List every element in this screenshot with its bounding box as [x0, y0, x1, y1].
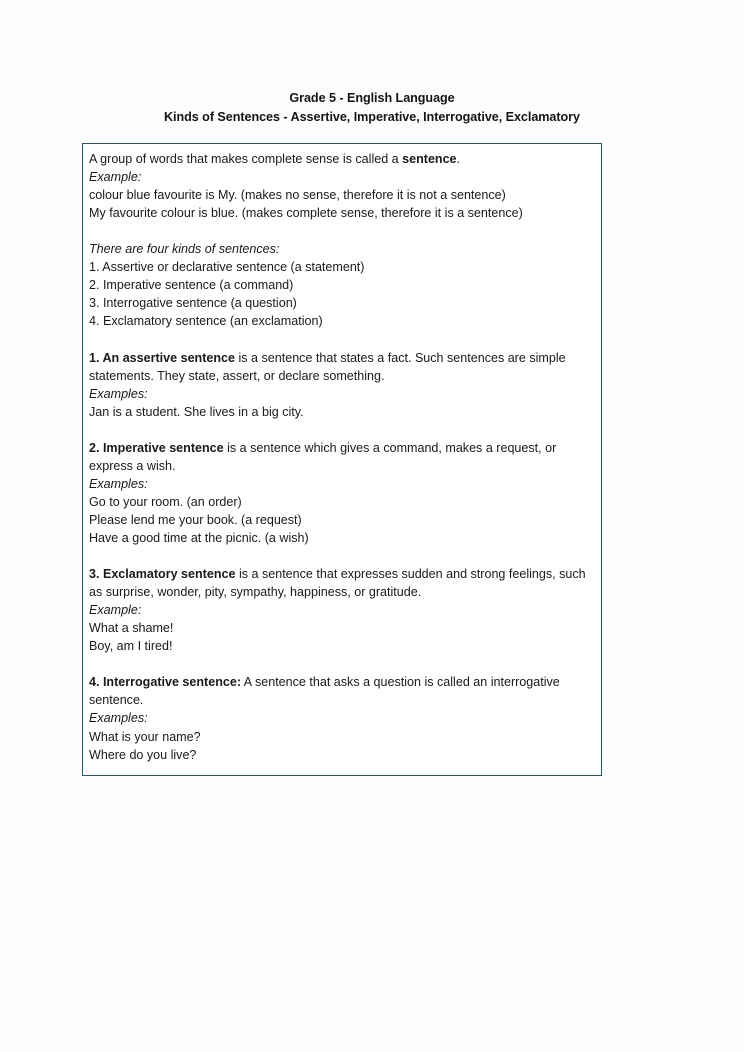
section-exclamatory-term: 3. Exclamatory sentence: [89, 567, 236, 582]
kinds-lead-in: There are four kinds of sentences:: [89, 242, 280, 257]
section-interrogative-example-2: Where do you live?: [89, 747, 197, 762]
intro-example-label: Example:: [89, 170, 142, 185]
section-imperative-term: 2. Imperative sentence: [89, 440, 224, 455]
kinds-item-4: 4. Exclamatory sentence (an exclamation): [89, 314, 323, 329]
paragraph-spacer: [89, 547, 601, 565]
heading-line-grade: Grade 5 - English Language: [289, 91, 455, 105]
section-interrogative-examples-label: Examples:: [89, 711, 148, 726]
section-exclamatory-examples-label: Example:: [89, 603, 142, 618]
paragraph-spacer: [89, 421, 601, 439]
section-imperative-example-2: Please lend me your book. (a request): [89, 512, 302, 527]
section-assertive-examples-label: Examples:: [89, 386, 148, 401]
section-exclamatory-body: [89, 565, 602, 601]
definition-line: [89, 150, 601, 168]
section-assertive-body: [89, 349, 602, 385]
definition-text-post: .: [456, 152, 461, 166]
intro-example-2: My favourite colour is blue. (makes complete sense, therefore it is a sentence): [89, 206, 523, 221]
heading-line-topic: Kinds of Sentences - Assertive, Imperative, Interrogative, Exclamatory: [164, 110, 580, 124]
lesson-content-inner: [83, 144, 601, 764]
definition-term: sentence: [402, 152, 457, 166]
section-interrogative-example-1: What is your name?: [89, 729, 201, 744]
kinds-item-3: 3. Interrogative sentence (a question): [89, 296, 297, 311]
section-imperative-example-3: Have a good time at the picnic. (a wish): [89, 530, 309, 545]
section-imperative-body: [89, 439, 602, 475]
section-interrogative-body: [89, 673, 602, 709]
kinds-item-2: 2. Imperative sentence (a command): [89, 278, 294, 293]
section-assertive-description: is a sentence that states a fact. Such sentences are simple statements. They state, assert, or declare something.: [89, 350, 566, 383]
section-exclamatory-example-2: Boy, am I tired!: [89, 639, 173, 654]
section-interrogative-description: A sentence that asks a question is called an interrogative sentence.: [89, 675, 560, 708]
section-exclamatory-description: is a sentence that expresses sudden and strong feelings, such as surprise, wonder, pity, sympathy, happiness, or gratitude.: [89, 567, 586, 600]
document-heading: [0, 89, 744, 127]
definition-text-pre: A group of words that makes complete sense is called a: [89, 152, 403, 166]
kinds-item-1: 1. Assertive or declarative sentence (a statement): [89, 260, 365, 275]
paragraph-spacer: [89, 222, 601, 240]
section-imperative-description: is a sentence which gives a command, makes a request, or express a wish.: [89, 440, 557, 473]
section-assertive-term: 1. An assertive sentence: [89, 350, 235, 365]
section-assertive-example-1: Jan is a student. She lives in a big city.: [89, 404, 304, 419]
section-interrogative-term: 4. Interrogative sentence:: [89, 675, 242, 690]
section-imperative-example-1: Go to your room. (an order): [89, 494, 242, 509]
lesson-content-box: [82, 143, 602, 776]
section-imperative-examples-label: Examples:: [89, 476, 148, 491]
section-exclamatory-example-1: What a shame!: [89, 621, 174, 636]
intro-example-1: colour blue favourite is My. (makes no sense, therefore it is not a sentence): [89, 188, 506, 203]
paragraph-spacer: [89, 655, 601, 673]
paragraph-spacer: [89, 330, 601, 348]
